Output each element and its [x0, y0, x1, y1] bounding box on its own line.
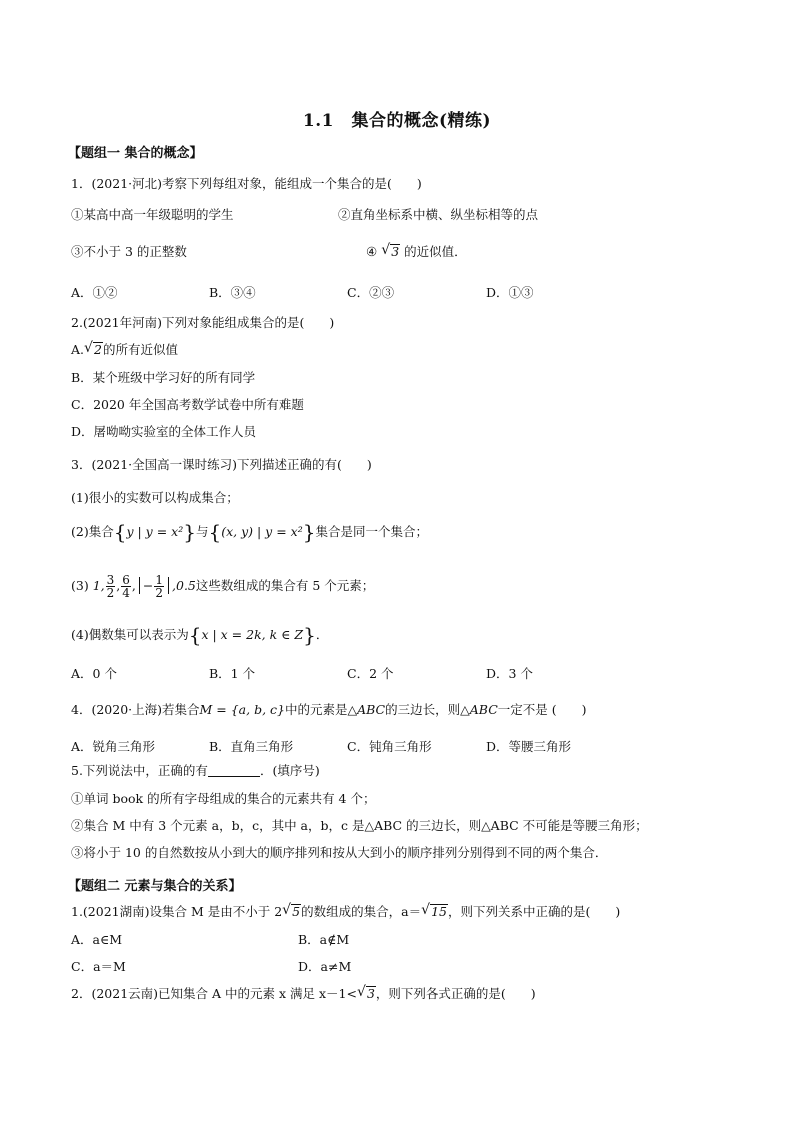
- q6-option-c: C．a＝M: [71, 959, 126, 974]
- q4-option-a: A．锐角三角形: [71, 739, 156, 754]
- fraction-denominator: 2: [106, 586, 115, 600]
- q7-stem-suffix: ，则下列各式正确的是( ): [375, 986, 536, 1001]
- q7-radicand: 3: [366, 986, 375, 1001]
- q3-s3-suffix: 这些数组成的集合有 5 个元素；: [195, 578, 375, 593]
- fraction-numerator: 6: [122, 573, 130, 587]
- fraction: [121, 574, 131, 599]
- fraction-numerator: 1: [155, 573, 164, 587]
- q1-item4-radicand: 3: [391, 244, 400, 259]
- q5-stem: [71, 763, 320, 779]
- q1-item2: ②直角坐标系中横、纵坐标相等的点: [338, 207, 539, 222]
- q4-stem-middle2: 的三边长，则△: [385, 702, 470, 717]
- q5-statement2: ②集合 M 中有 3 个元素 a，b，c，其中 a，b，c 是△ABC 的三边长，则△ABC 不可能是等腰三角形；: [71, 818, 648, 833]
- q3-statement4: [71, 623, 329, 647]
- left-brace: {: [188, 623, 202, 647]
- sqrt-symbol: √ 15: [421, 902, 447, 919]
- sqrt-symbol: √ 5: [282, 902, 301, 919]
- q3-s2-prefix: (2)集合: [71, 524, 114, 539]
- q3-s2-middle: 与: [195, 524, 209, 539]
- q2-option-a-radicand: 2: [94, 342, 102, 357]
- q3-s3-number-one: 1,: [92, 578, 105, 593]
- q5-statement1: ①单词 book 的所有字母组成的集合的元素共有 4 个；: [71, 791, 376, 806]
- q3-s4-suffix: ．: [315, 627, 329, 642]
- q4-stem-prefix: 4．(2020·上海)若集合: [71, 702, 200, 717]
- sqrt-symbol: √ 3: [356, 984, 375, 1001]
- q1-item3: ③不小于 3 的正整数: [71, 244, 187, 259]
- q6-option-d: D．a≠M: [298, 959, 352, 974]
- q5-stem-suffix: ．(填序号): [259, 763, 320, 778]
- q6-stem-suffix: ，则下列关系中正确的是( ): [447, 904, 621, 919]
- q3-statement1: (1)很小的实数可以构成集合；: [71, 490, 239, 505]
- q3-option-a: A．0 个: [71, 666, 117, 681]
- right-brace: }: [302, 520, 316, 544]
- group1-heading: 【题组一 集合的概念】: [68, 146, 203, 161]
- q2-option-d: D．屠呦呦实验室的全体工作人员: [71, 424, 257, 439]
- q3-option-d: D．3 个: [486, 666, 533, 681]
- q1-option-c: C．②③: [347, 285, 395, 300]
- sqrt-symbol: √ 3: [381, 242, 400, 259]
- q3-s2-set2: (x, y) | y = x²: [221, 524, 303, 539]
- q4-set-m: M = {a, b, c}: [199, 702, 285, 717]
- q4-option-c: C．钝角三角形: [347, 739, 432, 754]
- q6-stem: [71, 904, 620, 920]
- q2-option-b: B．某个班级中学习好的所有同学: [71, 370, 256, 385]
- q1-option-b: B．③④: [209, 285, 256, 300]
- q6-option-a: A．a∈M: [71, 932, 123, 947]
- q1-item4: [366, 244, 467, 260]
- q3-statement3: (3) 1, $\frac{3}{2}$ , $\frac{6}{4}$ , − $\frac{1}{2}$ ,0.5这些数组成的集合有 5 个元素；: [71, 573, 375, 600]
- q1-stem: 1．(2021·河北)考察下列每组对象，能组成一个集合的是( ): [71, 176, 422, 191]
- fraction: [106, 574, 116, 599]
- q2-option-a-suffix: 的所有近似值: [102, 342, 178, 357]
- q7-stem: [71, 986, 536, 1002]
- q3-s4-prefix: (4)偶数集可以表示为: [71, 627, 189, 642]
- fraction-denominator: 2: [155, 586, 164, 600]
- q1-item4-suffix: 的近似值．: [404, 244, 467, 259]
- q4-option-d: D．等腰三角形: [486, 739, 572, 754]
- q3-option-b: B．1 个: [209, 666, 256, 681]
- q6-stem-prefix: 1.(2021湖南)设集合 M 是由不小于 2: [71, 904, 283, 919]
- left-brace: {: [208, 520, 222, 544]
- q4-triangle-abc: ABC: [357, 702, 386, 717]
- right-brace: }: [303, 623, 316, 647]
- q6-radicand1: 5: [292, 904, 301, 919]
- q3-option-c: C．2 个: [347, 666, 394, 681]
- q4-stem-middle: 中的元素是△: [284, 702, 358, 717]
- q7-stem-prefix: 2．(2021云南)已知集合 A 中的元素 x 满足 x－1<: [71, 986, 357, 1001]
- q4-triangle-abc2: ABC: [469, 702, 498, 717]
- q6-radicand2: 15: [431, 904, 447, 919]
- q2-option-a-prefix: A.: [71, 342, 85, 357]
- group2-heading: 【题组二 元素与集合的关系】: [68, 879, 242, 894]
- q4-option-b: B．直角三角形: [209, 739, 294, 754]
- fraction-denominator: 4: [122, 586, 130, 600]
- right-brace: }: [183, 520, 196, 544]
- page-title: 1.1 集合的概念(精练): [302, 111, 492, 131]
- q2-stem: 2.(2021年河南)下列对象能组成集合的是( ): [71, 315, 335, 330]
- fraction: [154, 574, 164, 599]
- q2-option-c: C．2020 年全国高考数学试卷中所有难题: [71, 397, 304, 412]
- q4-stem-suffix: 一定不是 ( ): [497, 702, 587, 717]
- q6-stem-middle: 的数组成的集合，a＝: [301, 904, 422, 919]
- q3-s3-prefix: (3): [71, 578, 89, 593]
- q6-option-b: B．a∉M: [298, 932, 350, 947]
- q3-stem: 3．(2021·全国高一课时练习)下列描述正确的有( ): [71, 457, 372, 472]
- q5-statement3: ③将小于 10 的自然数按从小到大的顺序排列和按从大到小的顺序排列分别得到不同的两个集合．: [71, 845, 608, 860]
- q3-s2-suffix: 集合是同一个集合；: [315, 524, 428, 539]
- q1-option-d: D．①③: [486, 285, 534, 300]
- absolute-value-bar: [139, 577, 140, 594]
- sqrt-symbol: √ 2: [84, 340, 102, 357]
- absolute-value-bar: [168, 577, 169, 594]
- q1-option-a: A．①②: [71, 285, 118, 300]
- q1-item1: ①某高中高一年级聪明的学生: [71, 207, 234, 222]
- q1-item4-prefix: ④: [366, 244, 378, 259]
- q4-stem: [71, 702, 587, 718]
- q2-option-a: [71, 342, 178, 358]
- fraction-numerator: 3: [106, 573, 115, 587]
- left-brace: {: [113, 520, 127, 544]
- q3-s2-set1: y | y = x²: [126, 524, 184, 539]
- answer-blank[interactable]: [208, 764, 260, 777]
- q3-statement2: [71, 520, 428, 544]
- q5-stem-prefix: 5.下列说法中，正确的有: [71, 763, 208, 778]
- q3-s4-set: x | x = 2k, k ∈ Z: [201, 627, 304, 642]
- q3-s3-number-tail: ,0.5: [172, 578, 196, 593]
